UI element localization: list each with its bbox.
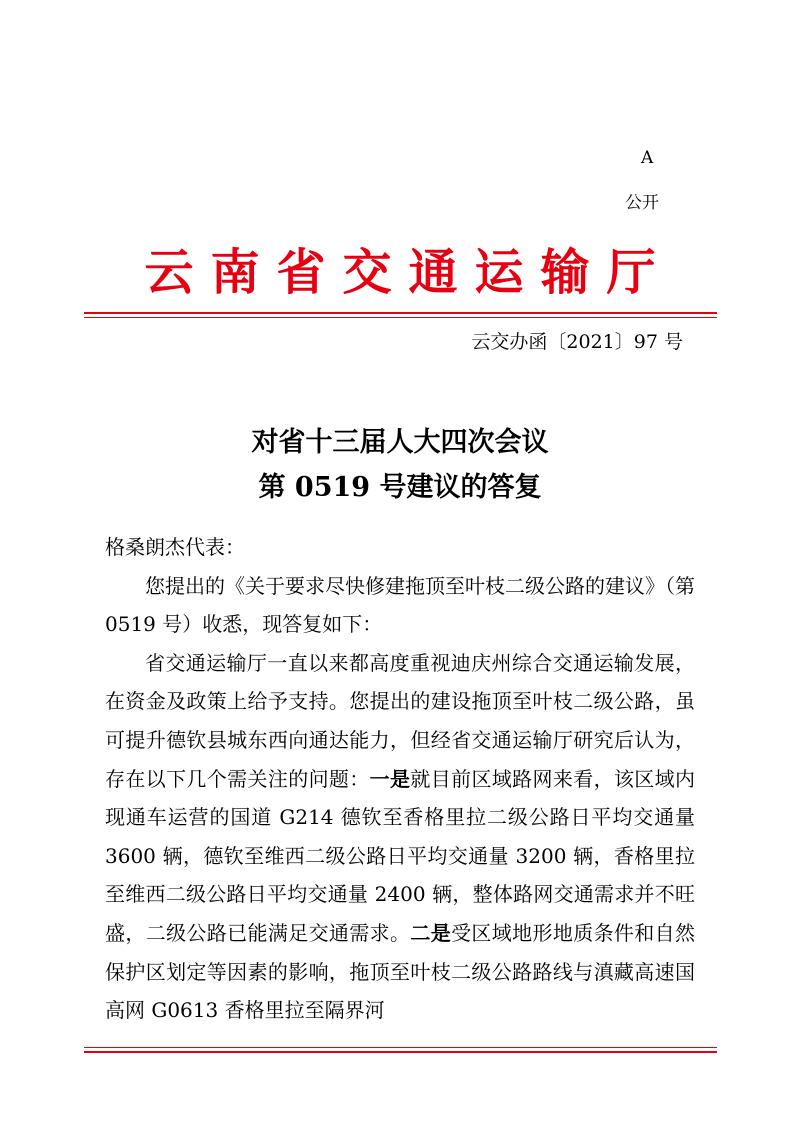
paragraph-1: 您提出的《关于要求尽快修建拖顶至叶枝二级公路的建议》（第 0519 号）收悉，现答复如下： [105,573,695,637]
point-one-text: 就目前区域路网来看，该区域内现通车运营的国道 G214 德钦至香格里拉二级公路日平均交通量 3600 辆，德钦至维西二级公路日平均交通量 3200 辆，香格里拉至维西二级公路日平均交通量 2400 辆，整体路网交通需求并不旺盛，二级公路已能满足交通需求。 [105,766,696,945]
point-two-text: 受区域地形地质条件和自然保护区划定等因素的影响，拖顶至叶枝二级公路路线与滇藏高速国高网 G0613 香格里拉至隔界河 [105,920,696,1023]
openness-label: 公开 [625,193,659,213]
header-rule-thin [84,317,717,318]
document-grade: A [641,148,654,168]
footer-rule-thick [84,1051,717,1053]
paragraph-2-text: 省交通运输厅一直以来都高度重视迪庆州综合交通运输发展，在资金及政策上给予支持。您提出的建设拖顶至叶枝二级公路，虽可提升德钦县城东西向通达能力，但经省交通运输厅研究后认为，存在以下几个需关注的问题： [105,650,695,791]
organization-title: 云南省交通运输厅 [144,244,673,301]
point-one-marker: 一是 [369,766,411,791]
document-title-line1: 对省十三届人大四次会议 [251,427,549,458]
document-title-line2: 第 0519 号建议的答复 [258,472,542,503]
salutation: 格桑朗杰代表： [105,535,245,559]
footer-rule-thin [84,1047,717,1048]
point-two-marker: 二是 [410,920,452,945]
document-number: 云交办函〔2021〕97 号 [471,331,683,353]
document-body [105,528,695,1030]
paragraph-2 [105,644,695,1030]
header-rule-thick [84,312,717,314]
